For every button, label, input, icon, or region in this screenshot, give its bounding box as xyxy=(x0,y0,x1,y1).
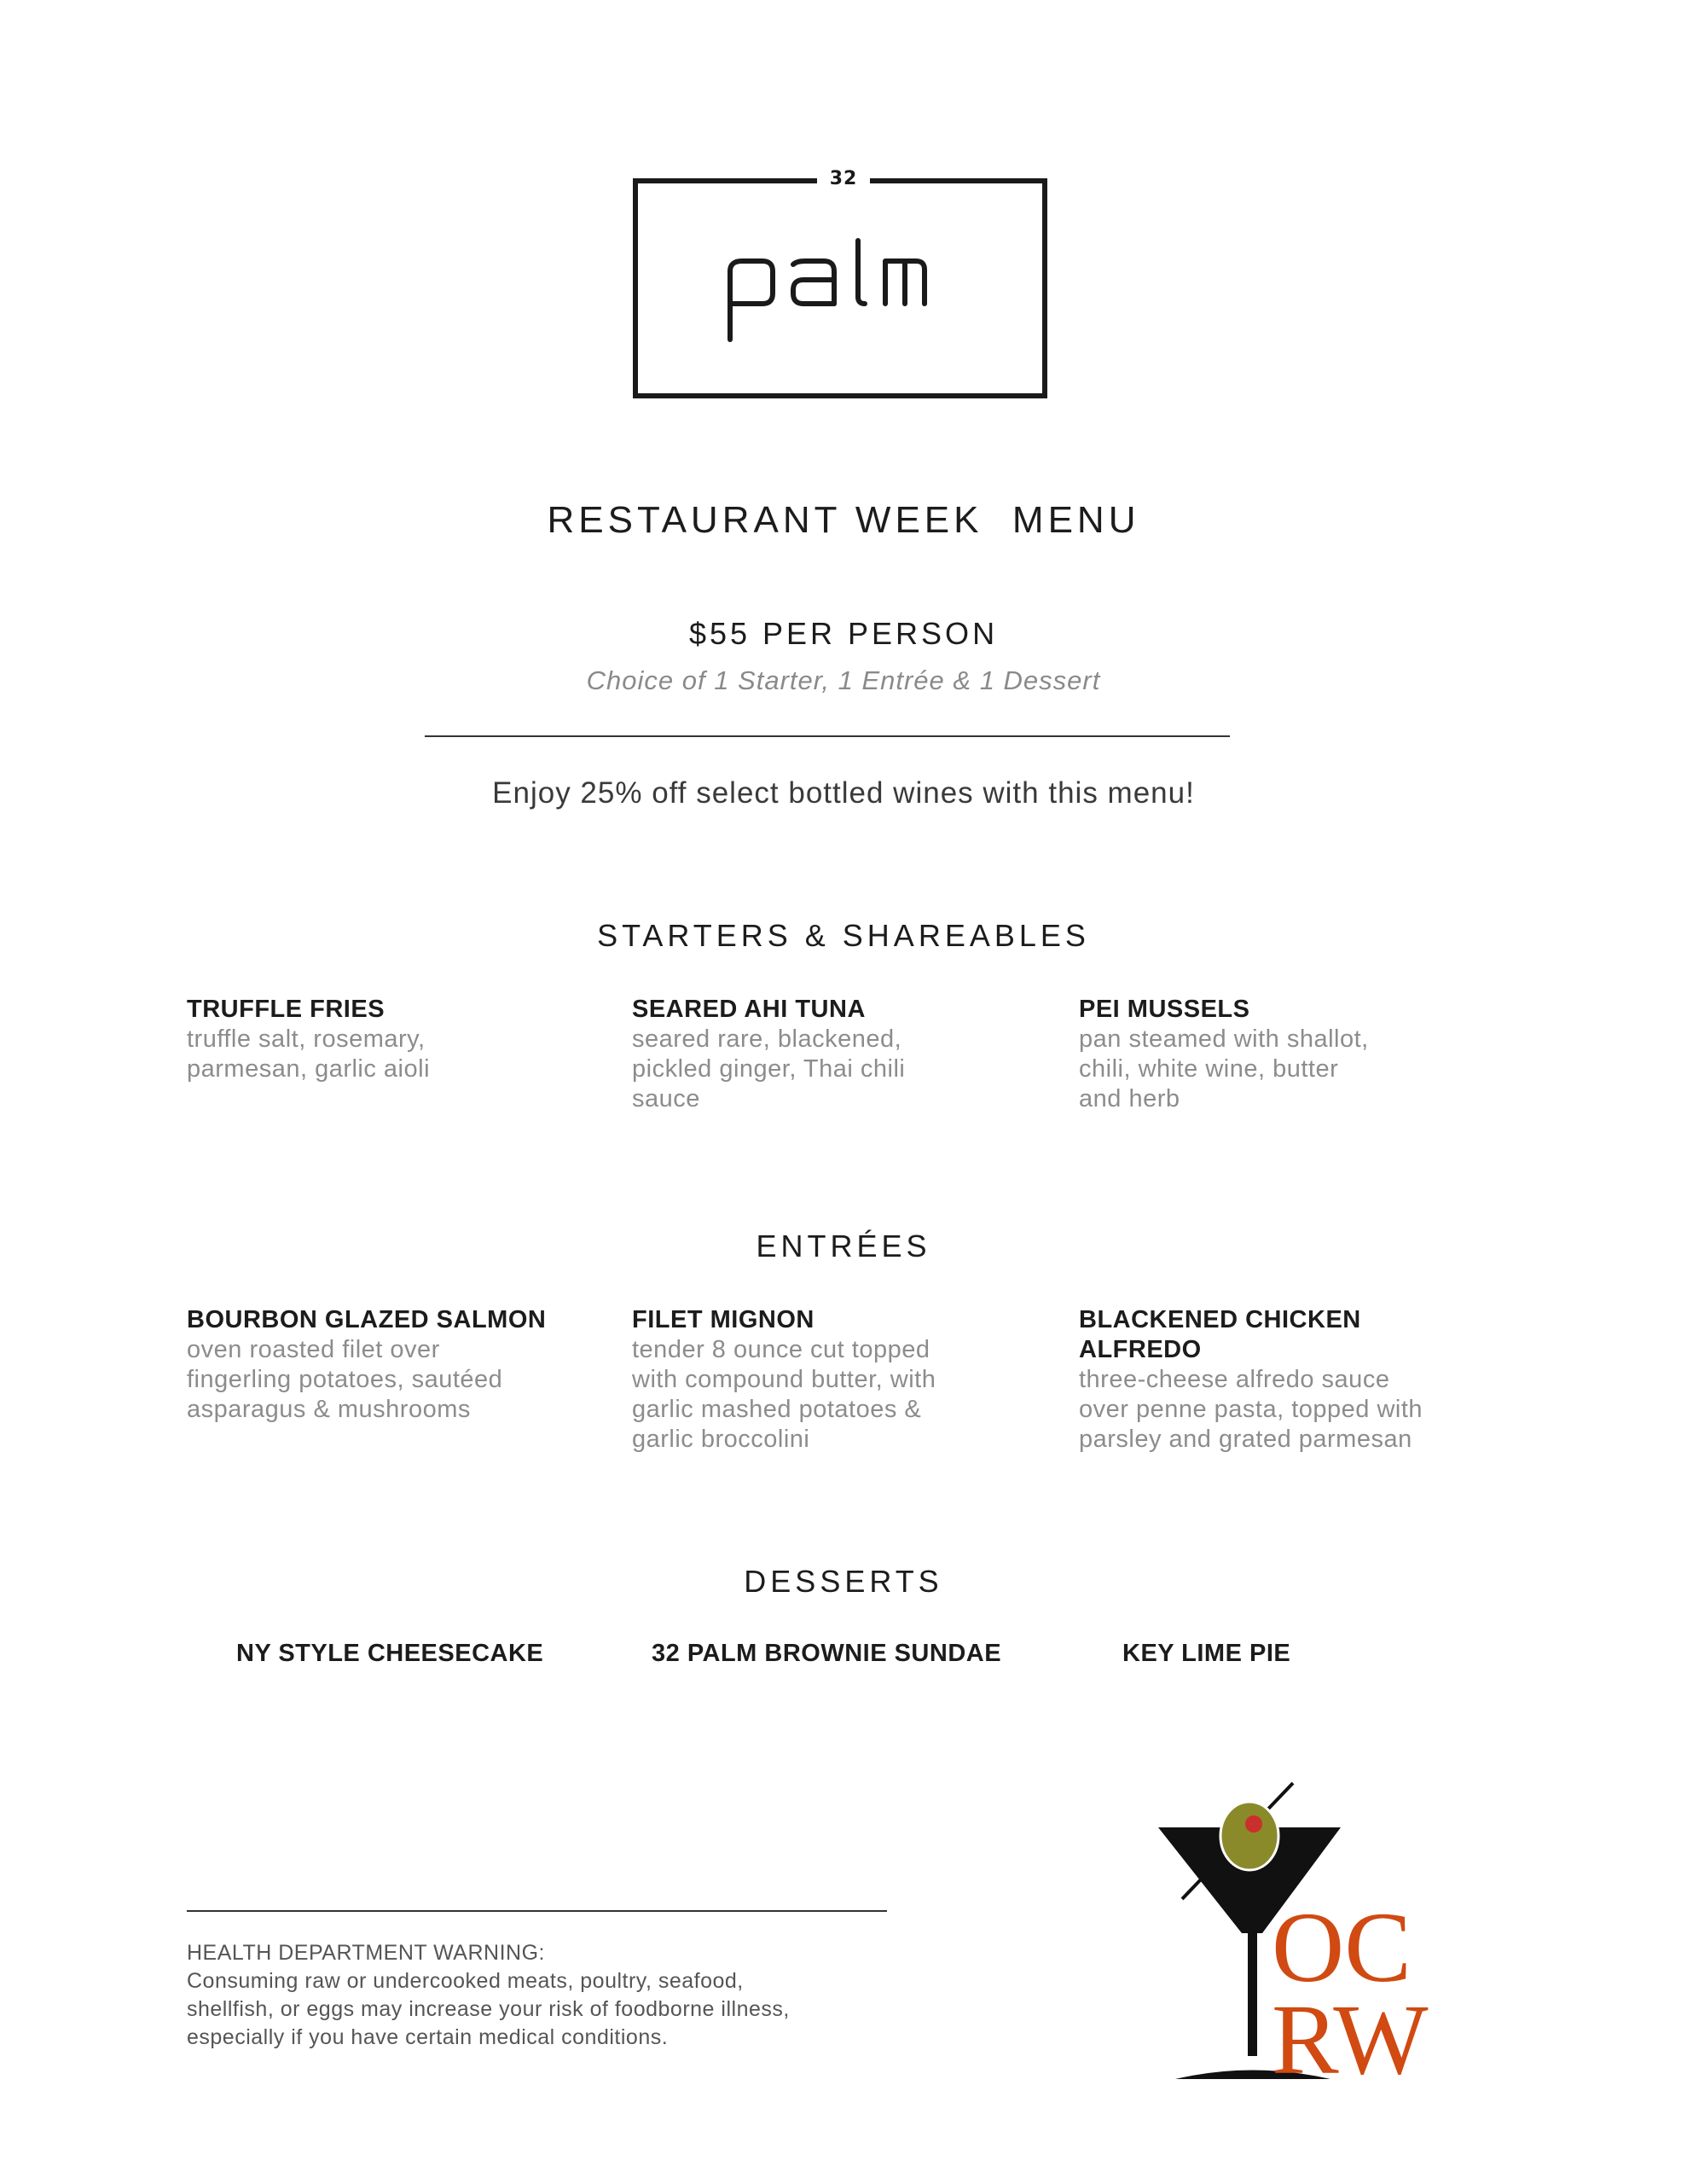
item-name: ALFREDO xyxy=(1079,1336,1202,1363)
logo-wordmark xyxy=(718,237,965,357)
item-name: BOURBON GLAZED SALMON xyxy=(187,1306,547,1333)
dessert-brownie-sundae: 32 PALM BROWNIE SUNDAE xyxy=(652,1640,1002,1667)
olive-icon xyxy=(1220,1802,1278,1870)
dessert-key-lime-pie: KEY LIME PIE xyxy=(1122,1640,1291,1667)
item-name: PEI MUSSELS xyxy=(1079,996,1250,1023)
price-per-person: $55 PER PERSON xyxy=(688,616,999,651)
menu-item-seared-ahi-tuna xyxy=(632,995,1041,1114)
item-desc-line: asparagus & mushrooms xyxy=(187,1396,471,1423)
health-warning-line: shellfish, or eggs may increase your risk of foodborne illness, xyxy=(187,1997,790,2021)
item-desc-line: tender 8 ounce cut topped xyxy=(632,1336,930,1363)
health-warning-line: especially if you have certain medical conditions. xyxy=(187,2025,669,2049)
item-desc-line: chili, white wine, butter xyxy=(1079,1055,1339,1083)
item-desc-line: garlic broccolini xyxy=(632,1426,810,1453)
wine-note: Enjoy 25% off select bottled wines with this menu! xyxy=(492,776,1195,810)
item-desc-line: with compound butter, with xyxy=(632,1366,936,1393)
item-name: TRUFFLE FRIES xyxy=(187,996,386,1023)
menu-item-filet-mignon xyxy=(632,1305,1041,1455)
item-desc-line: garlic mashed potatoes & xyxy=(632,1396,922,1423)
item-desc-line: three-cheese alfredo sauce xyxy=(1079,1366,1390,1393)
item-desc-line: seared rare, blackened, xyxy=(632,1025,902,1053)
item-desc-line: sauce xyxy=(632,1085,700,1112)
menu-item-bourbon-glazed-salmon xyxy=(187,1305,596,1425)
item-desc-line: parsley and grated parmesan xyxy=(1079,1426,1412,1453)
item-name: FILET MIGNON xyxy=(632,1306,815,1333)
ocrw-text-rw: RW xyxy=(1272,1984,1429,2090)
divider xyxy=(425,735,1230,737)
item-desc-line: pickled ginger, Thai chili xyxy=(632,1055,906,1083)
menu-item-blackened-chicken-alfredo xyxy=(1079,1305,1488,1455)
menu-title: RESTAURANT WEEK MENU xyxy=(547,499,1140,541)
section-heading-entrees: ENTRÉES xyxy=(756,1228,931,1263)
item-desc-line: pan steamed with shallot, xyxy=(1079,1025,1369,1053)
item-name: BLACKENED CHICKEN xyxy=(1079,1306,1361,1333)
section-heading-desserts: DESSERTS xyxy=(744,1564,943,1599)
item-desc-line: and herb xyxy=(1079,1085,1180,1112)
ocrw-text-oc: OC xyxy=(1272,1891,1412,2003)
dessert-cheesecake: NY STYLE CHEESECAKE xyxy=(236,1640,544,1667)
health-warning-line: Consuming raw or undercooked meats, poultry, seafood, xyxy=(187,1969,744,1993)
health-warning xyxy=(187,1939,954,2052)
choice-subtitle: Choice of 1 Starter, 1 Entrée & 1 Dessert xyxy=(586,665,1101,695)
ocrw-martini-logo xyxy=(1151,1774,1475,2090)
item-desc-line: truffle salt, rosemary, xyxy=(187,1025,426,1053)
item-desc-line: parmesan, garlic aioli xyxy=(187,1055,431,1083)
item-desc-line: over penne pasta, topped with xyxy=(1079,1396,1423,1423)
divider xyxy=(187,1910,887,1912)
menu-item-truffle-fries xyxy=(187,995,596,1084)
item-name: SEARED AHI TUNA xyxy=(632,996,866,1023)
health-warning-heading: HEALTH DEPARTMENT WARNING: xyxy=(187,1941,545,1965)
section-heading-starters: STARTERS & SHAREABLES xyxy=(597,918,1090,953)
item-desc-line: oven roasted filet over xyxy=(187,1336,440,1363)
item-desc-line: fingerling potatoes, sautéed xyxy=(187,1366,503,1393)
menu-item-pei-mussels xyxy=(1079,995,1488,1114)
logo-number: 32 xyxy=(817,167,870,191)
